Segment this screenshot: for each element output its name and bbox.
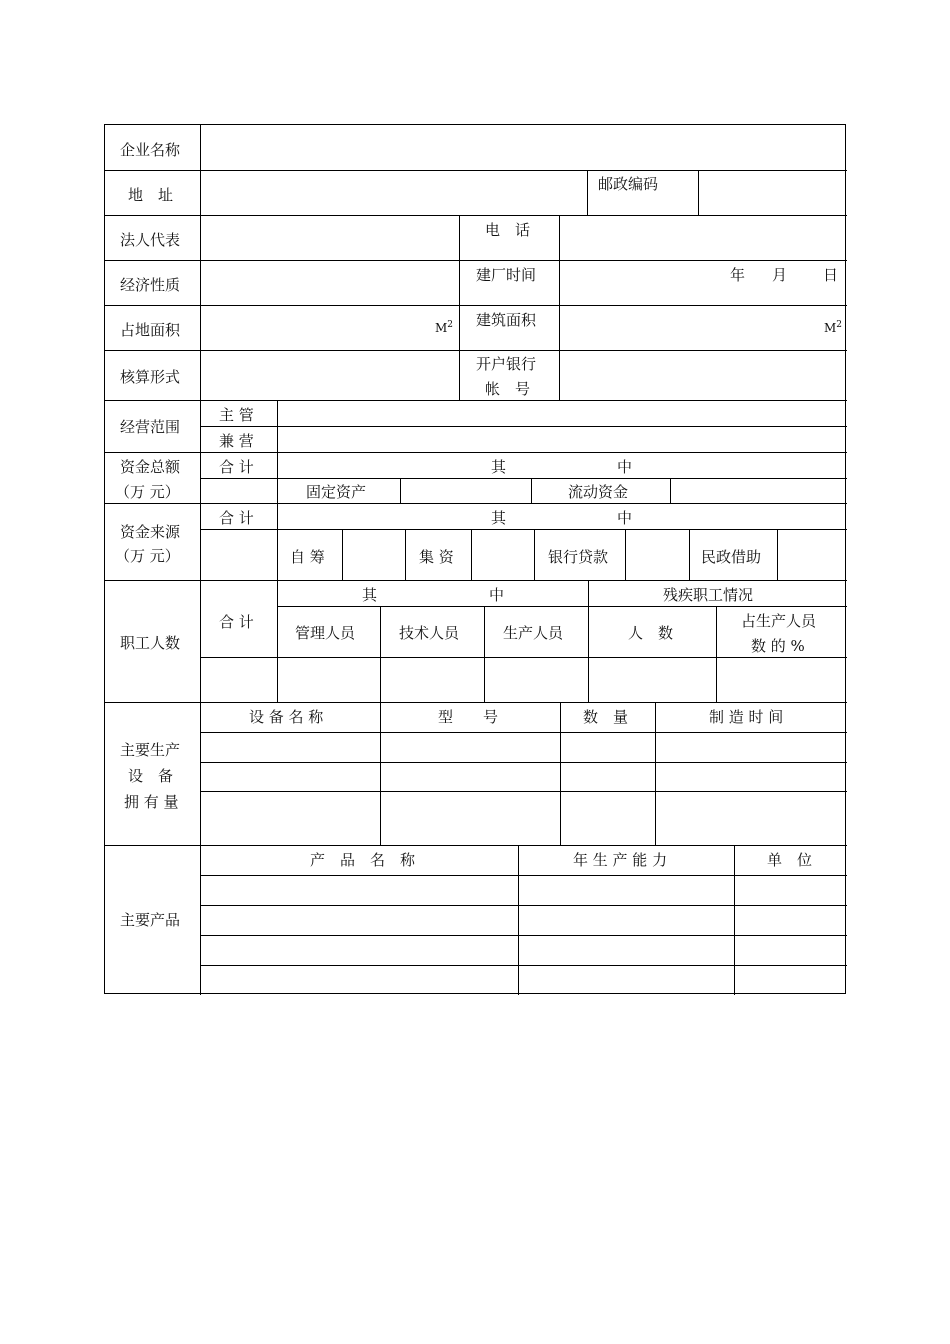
annual-capacity-header: 年 生 产 能 力 — [573, 851, 668, 869]
bank-loan-label: 银行贷款 — [548, 548, 609, 566]
legal-rep-field[interactable] — [201, 216, 459, 260]
fund-source-of-which-2: 中 — [617, 509, 633, 527]
main-business-label: 主 管 — [219, 406, 254, 424]
bank-account-field[interactable] — [560, 351, 847, 400]
civil-loan-label: 民政借助 — [701, 548, 762, 566]
total-funds-total-label: 合 计 — [219, 458, 254, 476]
bank-account-label-2: 帐 号 — [485, 380, 531, 398]
date-year-unit: 年 — [730, 266, 746, 284]
postal-code-field[interactable] — [699, 171, 847, 215]
self-raised-label: 自 筹 — [290, 548, 325, 566]
managers-label: 管理人员 — [295, 624, 356, 642]
quantity-header: 数 量 — [583, 708, 629, 726]
total-funds-label-1: 资金总额 — [120, 458, 181, 476]
fund-source-of-which-1: 其 — [491, 509, 507, 527]
address-label: 地 址 — [128, 186, 174, 204]
side-business-field[interactable] — [278, 427, 847, 452]
total-funds-label-2: （万 元） — [115, 483, 180, 501]
staff-count-label: 职工人数 — [120, 634, 181, 652]
building-area-label: 建筑面积 — [476, 311, 537, 329]
unit-header: 单 位 — [767, 851, 813, 869]
technicians-label: 技术人员 — [399, 624, 460, 642]
business-scope-label: 经营范围 — [120, 418, 181, 436]
staff-of-which-1: 其 — [362, 586, 378, 604]
postal-code-label: 邮政编码 — [598, 175, 659, 193]
equipment-label-3: 拥 有 量 — [124, 793, 179, 811]
main-business-field[interactable] — [278, 401, 847, 426]
pct-label-1: 占生产人员 — [741, 612, 817, 630]
phone-label: 电 话 — [485, 221, 531, 239]
accounting-form-field[interactable] — [201, 351, 459, 400]
land-area-label: 占地面积 — [120, 321, 181, 339]
date-day-unit: 日 — [823, 266, 839, 284]
date-month-unit: 月 — [772, 266, 788, 284]
staff-total-label: 合 计 — [219, 613, 254, 631]
product-name-header: 产 品 名 称 — [310, 851, 416, 869]
fund-source-total-label: 合 计 — [219, 509, 254, 527]
company-name-field[interactable] — [201, 125, 847, 170]
working-capital-label: 流动资金 — [568, 483, 629, 501]
total-funds-of-which-2: 中 — [617, 458, 633, 476]
pooled-label: 集 资 — [419, 548, 454, 566]
fund-source-label-1: 资金来源 — [120, 523, 181, 541]
manufacture-date-header: 制 造 时 间 — [709, 708, 784, 726]
total-funds-of-which-1: 其 — [491, 458, 507, 476]
equipment-name-header: 设 备 名 称 — [249, 708, 324, 726]
phone-field[interactable] — [560, 216, 847, 260]
disabled-staff-label: 残疾职工情况 — [663, 586, 754, 604]
headcount-label: 人 数 — [628, 624, 674, 642]
bank-account-label-1: 开户银行 — [476, 355, 537, 373]
accounting-form-label: 核算形式 — [120, 368, 181, 386]
economic-nature-label: 经济性质 — [120, 276, 181, 294]
building-area-unit: $M^2$ — [824, 320, 843, 335]
main-products-label: 主要产品 — [120, 911, 181, 929]
model-header: 型 号 — [438, 708, 499, 726]
side-business-label: 兼 营 — [219, 432, 254, 450]
enterprise-registration-form — [104, 124, 846, 994]
address-field[interactable] — [201, 171, 587, 215]
production-staff-label: 生产人员 — [503, 624, 564, 642]
fund-source-label-2: （万 元） — [115, 547, 180, 565]
company-name-label: 企业名称 — [120, 141, 181, 159]
equipment-label-2: 设 备 — [128, 767, 174, 785]
equipment-label-1: 主要生产 — [120, 741, 181, 759]
economic-nature-field[interactable] — [201, 261, 459, 305]
staff-of-which-2: 中 — [489, 586, 505, 604]
fixed-assets-label: 固定资产 — [306, 483, 367, 501]
founded-label: 建厂时间 — [476, 266, 537, 284]
pct-label-2: 数 的 % — [751, 637, 805, 655]
land-area-unit: $M^2$ — [435, 320, 454, 335]
legal-rep-label: 法人代表 — [120, 231, 181, 249]
